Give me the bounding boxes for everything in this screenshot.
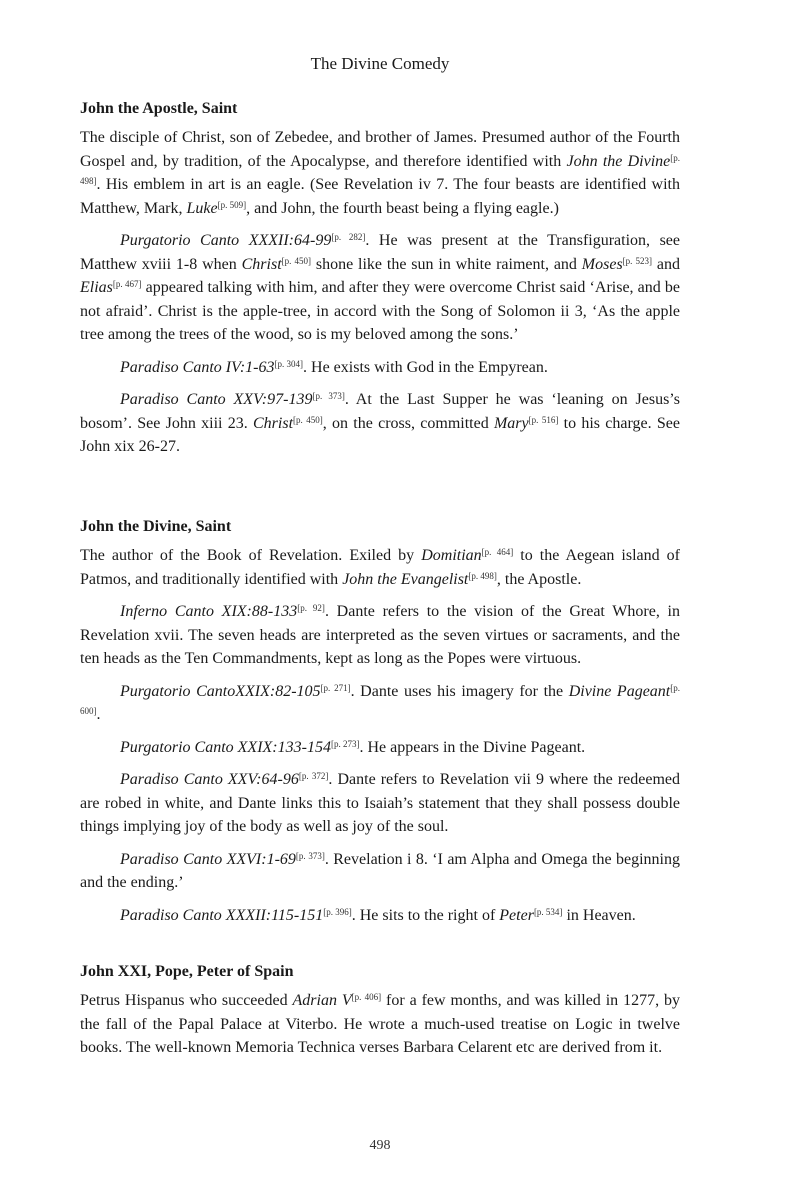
- canto-reference: Paradiso Canto XXXII:115-151[p. 396]. He sits to the right of Peter[p. 534] in Heaven.: [120, 906, 636, 924]
- page-reference: [p. 406]: [351, 992, 382, 1002]
- canto-citation[interactable]: Paradiso Canto XXVI:1-69: [120, 850, 296, 868]
- page-reference: [p. 464]: [481, 547, 514, 557]
- canto-reference: Inferno Canto XIX:88-133[p. 92]. Dante refers to the vision of the Great Whore, in Revelation xvii. The seven heads are interpreted as the seven virtues or sacraments, and the ten heads as the Ten Commandments, kept as long as the Popes were virtuous.: [80, 603, 681, 667]
- canto-reference: Paradiso Canto XXV:64-96[p. 372]. Dante refers to Revelation vii 9 where the redeemed are robed in white, and Dante links this to Isaiah’s statement that they shall possess double things implying joy of the body as well as joy of the soul.: [80, 771, 681, 835]
- page-reference: [p. 304]: [274, 358, 304, 369]
- page-number: 498: [369, 1138, 391, 1153]
- canto-reference: Purgatorio CantoXXIX:82-105[p. 271]. Dante uses his imagery for the Divine Pageant[p. 600].: [80, 682, 680, 723]
- page-reference: [p. 534]: [533, 906, 563, 917]
- page-reference: [p. 498]: [468, 570, 497, 581]
- canto-reference: Purgatorio Canto XXXII:64-99[p. 282]. He was present at the Transfiguration, see Matthew xviii 1-8 when Christ[p. 450] shone like the sun in white raiment, and Moses[p. 523] and Elias[p. 467] appeared talking with him, and after they were overcome Christ said ‘Arise, and be not afraid’. Christ is the apple-tree, in accord with the Song of Solomon ii 3, ‘As the apple tree among the trees of the wood, so is my beloved among the sons.’: [80, 232, 681, 343]
- cross-reference-link[interactable]: Divine Pageant: [568, 682, 671, 700]
- entry-john-the-apostle: [80, 100, 680, 459]
- cross-reference-link[interactable]: Luke: [186, 199, 218, 217]
- page-reference: [p. 282]: [331, 232, 366, 242]
- canto-citation[interactable]: Paradiso Canto XXXII:115-151: [120, 906, 324, 924]
- entry-heading: John the Divine, Saint: [80, 518, 232, 535]
- running-head: The Divine Comedy: [310, 54, 450, 73]
- entry-john-the-divine: [80, 518, 680, 927]
- cross-reference-link[interactable]: Domitian: [421, 547, 482, 564]
- canto-citation[interactable]: Purgatorio CantoXXIX:82-105: [120, 682, 321, 700]
- page-reference: [p. 523]: [622, 255, 653, 266]
- cross-reference-link[interactable]: Christ: [253, 414, 294, 432]
- entry-heading: John the Apostle, Saint: [80, 100, 238, 117]
- canto-reference: Purgatorio Canto XXIX:133-154[p. 273]. He appears in the Divine Pageant.: [120, 738, 586, 756]
- cross-reference-link[interactable]: Christ: [241, 255, 282, 273]
- page-reference: [p. 396]: [323, 906, 352, 917]
- page-reference: [p. 373]: [312, 391, 345, 401]
- canto-citation[interactable]: Purgatorio Canto XXIX:133-154: [120, 738, 331, 756]
- cross-reference-link[interactable]: Elias: [80, 279, 113, 296]
- entry-heading: John XXI, Pope, Peter of Spain: [80, 963, 294, 980]
- canto-citation[interactable]: Inferno Canto XIX:88-133: [120, 603, 298, 620]
- page-reference: [p. 450]: [281, 255, 311, 266]
- page-reference: [p. 509]: [217, 199, 247, 210]
- page-reference: [p. 600]: [80, 682, 680, 716]
- page-reference: [p. 498]: [80, 152, 681, 186]
- document-page: [80, 0, 680, 1200]
- page-reference: [p. 450]: [293, 414, 323, 425]
- cross-reference-link[interactable]: Mary: [493, 414, 529, 432]
- page-reference: [p. 372]: [298, 771, 329, 781]
- cross-reference-link[interactable]: Peter: [499, 906, 534, 924]
- page-reference: [p. 467]: [112, 279, 142, 289]
- entry-john-xxi-pope: [80, 963, 680, 1060]
- cross-reference-link[interactable]: John the Evangelist: [342, 570, 469, 588]
- canto-citation[interactable]: Paradiso Canto IV:1-63: [120, 358, 275, 376]
- canto-citation[interactable]: Paradiso Canto XXV:97-139: [120, 391, 313, 408]
- canto-reference: Paradiso Canto IV:1-63[p. 304]. He exists with God in the Empyrean.: [120, 358, 548, 376]
- entry-intro: The author of the Book of Revelation. Exiled by Domitian[p. 464] to the Aegean island of Patmos, and traditionally identified with John the Evangelist[p. 498], the Apostle.: [80, 547, 681, 588]
- canto-citation[interactable]: Paradiso Canto XXV:64-96: [120, 771, 299, 788]
- cross-reference-link[interactable]: Moses: [581, 255, 623, 273]
- page-reference: [p. 92]: [297, 603, 325, 613]
- entry-intro: The disciple of Christ, son of Zebedee, and brother of James. Presumed author of the Fourth Gospel and, by tradition, of the Apocalypse, and therefore identified with John the Divine[p. 498]. His emblem in art is an eagle. (See Revelation iv 7. The four beasts are identified with Matthew, Mark, Luke[p. 509], and John, the fourth beast being a flying eagle.): [80, 129, 681, 217]
- page-reference: [p. 516]: [528, 414, 559, 425]
- canto-citation[interactable]: Purgatorio Canto XXXII:64-99: [120, 232, 332, 249]
- canto-reference: Paradiso Canto XXV:97-139[p. 373]. At the Last Supper he was ‘leaning on Jesus’s bosom’. See John xiii 23. Christ[p. 450], on the cross, committed Mary[p. 516] to his charge. See John xix 26-27.: [80, 391, 681, 455]
- canto-reference: Paradiso Canto XXVI:1-69[p. 373]. Revelation i 8. ‘I am Alpha and Omega the beginning and the ending.’: [80, 850, 681, 891]
- page-reference: [p. 373]: [295, 850, 325, 861]
- cross-reference-link[interactable]: Adrian V: [292, 992, 352, 1009]
- entry-intro: Petrus Hispanus who succeeded Adrian V[p. 406] for a few months, and was killed in 1277, by the fall of the Papal Palace at Viterbo. He wrote a much-used treatise on Logic in twelve books. The well-known Memoria Technica verses Barbara Celarent etc are derived from it.: [80, 992, 681, 1056]
- page-reference: [p. 273]: [330, 738, 360, 749]
- cross-reference-link[interactable]: John the Divine: [566, 152, 671, 170]
- page-reference: [p. 271]: [320, 682, 351, 693]
